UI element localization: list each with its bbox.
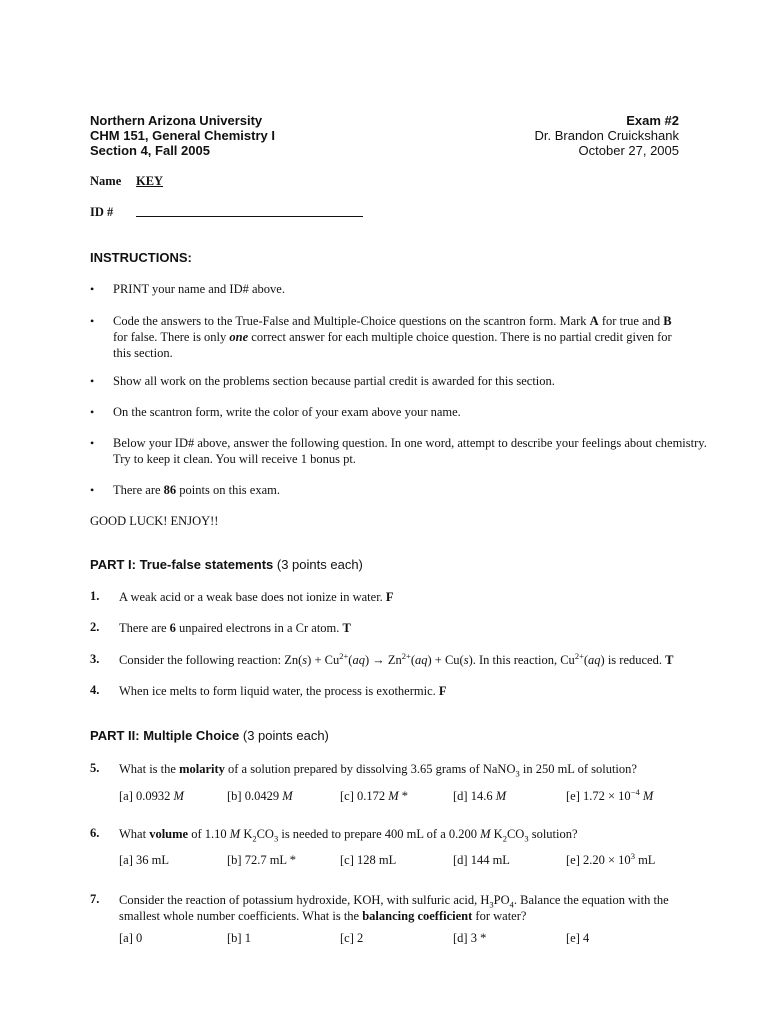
bullet-icon: • xyxy=(90,282,95,296)
question-number: 6. xyxy=(90,826,100,840)
name-value: KEY xyxy=(136,174,164,188)
part2-heading xyxy=(90,728,329,743)
bullet-icon: • xyxy=(90,374,95,388)
header-left xyxy=(90,113,275,158)
question-text: Consider the following reaction: $Zn(s) + Cu^{2+}(aq) \to Zn^{2+}(aq) + Cu(s)$. In this reaction, $Cu^{2+}(aq)$ is reduced. T xyxy=(119,650,674,667)
answer: T xyxy=(342,621,351,635)
answer: F xyxy=(385,590,394,604)
question-text: Consider the reaction of potassium hydroxide, KOH, with sulfuric acid, $H_3PO_4$. Balance the equation with the smallest whole number coefficients. What is the balancing coefficient for water? xyxy=(119,893,669,923)
id-label: ID # xyxy=(90,205,114,219)
id-blank-line xyxy=(136,216,363,217)
course-name: CHM 151, General Chemistry I xyxy=(90,128,275,143)
question-number: 1. xyxy=(90,589,100,603)
question-number: 7. xyxy=(90,892,100,906)
option-d: [d] 144 mL xyxy=(453,853,510,867)
instruction-item: On the scantron form, write the color of your exam above your name. xyxy=(113,405,461,419)
question-text: What volume of 1.10 M $K_2CO_3$ is needed to prepare 400 mL of a 0.200 M $K_2CO_3$ solution? xyxy=(119,827,578,844)
instruction-item: There are 86 points on this exam. xyxy=(113,483,280,497)
option-b: [b] 1 xyxy=(227,931,251,945)
option-e: [e] $1.72 \times 10^{-4}$ M xyxy=(566,786,654,803)
instruction-item: PRINT your name and ID# above. xyxy=(113,282,285,296)
instruction-item: Below your ID# above, answer the following question. In one word, attempt to describe your feelings about chemistry. Try to keep it clean. You will receive 1 bonus pt. xyxy=(113,436,707,466)
part1-heading xyxy=(90,557,363,572)
option-a: [a] 36 mL xyxy=(119,853,169,867)
part2-title: PART II: Multiple Choice xyxy=(90,728,240,743)
university-name: Northern Arizona University xyxy=(90,113,263,128)
option-b: [b] 0.0429 M xyxy=(227,789,293,803)
part2-points: (3 points each) xyxy=(242,728,329,743)
closing-text: GOOD LUCK! ENJOY!! xyxy=(90,514,219,528)
option-e: [e] $2.20 \times 10^3$ mL xyxy=(566,850,656,867)
question-text: There are 6 unpaired electrons in a Cr atom. T xyxy=(119,621,351,635)
part1-title: PART I: True-false statements xyxy=(90,557,274,572)
bullet-icon: • xyxy=(90,314,95,328)
option-c: [c] 0.172 M * xyxy=(340,789,409,803)
exam-date: October 27, 2005 xyxy=(578,143,679,158)
bullet-icon: • xyxy=(90,405,95,419)
question-text: When ice melts to form liquid water, the process is exothermic. F xyxy=(119,684,447,698)
option-b: [b] 72.7 mL * xyxy=(227,853,296,867)
answer: F xyxy=(438,684,447,698)
question-number: 5. xyxy=(90,761,100,775)
instruction-item: Show all work on the problems section because partial credit is awarded for this section. xyxy=(113,374,555,388)
bullet-icon: • xyxy=(90,436,95,450)
option-e: [e] 4 xyxy=(566,931,590,945)
name-label: Name xyxy=(90,174,122,188)
header-right xyxy=(534,113,679,158)
option-a: [a] 0 xyxy=(119,931,143,945)
question-number: 2. xyxy=(90,620,100,634)
instructions-title: INSTRUCTIONS: xyxy=(90,250,192,265)
question-text: A weak acid or a weak base does not ionize in water. F xyxy=(119,590,394,604)
instruction-item: Code the answers to the True-False and Multiple-Choice questions on the scantron form. Mark A for true and B for false. There is only one correct answer for each multiple choice question. There is no partial credit given for this section. xyxy=(113,314,672,360)
instructor-name: Dr. Brandon Cruickshank xyxy=(534,128,679,143)
option-a: [a] 0.0932 M xyxy=(119,789,184,803)
bullet-icon: • xyxy=(90,483,95,497)
option-c: [c] 128 mL xyxy=(340,853,397,867)
question-number: 4. xyxy=(90,683,100,697)
option-c: [c] 2 xyxy=(340,931,364,945)
question-number: 3. xyxy=(90,652,100,666)
answer: T xyxy=(665,653,674,667)
option-d: [d] 14.6 M xyxy=(453,789,507,803)
option-d: [d] 3 * xyxy=(453,931,487,945)
question-text: What is the molarity of a solution prepared by dissolving 3.65 grams of NaNO$_3$ in 250 mL of solution? xyxy=(119,762,637,779)
section-term: Section 4, Fall 2005 xyxy=(90,143,210,158)
exam-number: Exam #2 xyxy=(626,113,679,128)
part1-points: (3 points each) xyxy=(276,557,363,572)
